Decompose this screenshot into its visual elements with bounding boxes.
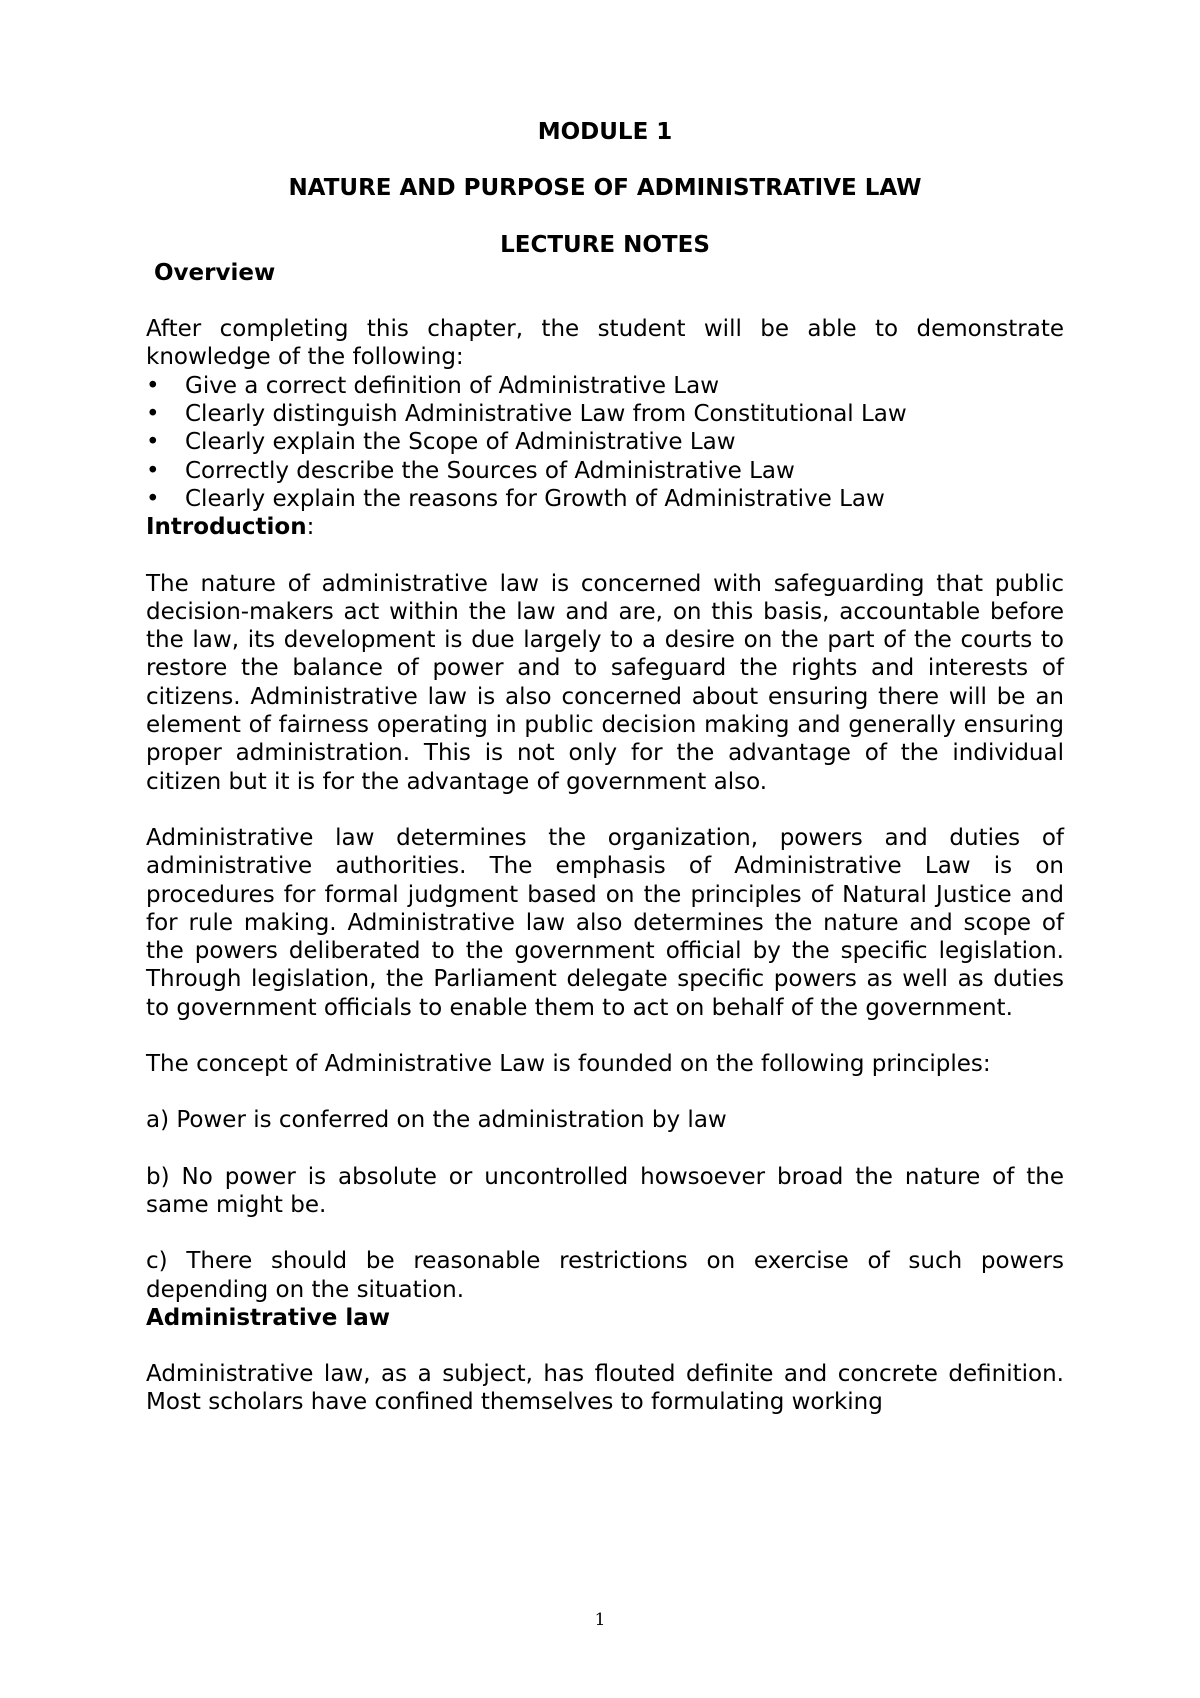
principle-a: a) Power is conferred on the administration by law xyxy=(146,1107,727,1134)
objectives-list xyxy=(146,372,1064,513)
introduction-heading xyxy=(146,513,1064,541)
objective-text: Clearly explain the Scope of Administrative Law xyxy=(185,429,736,456)
objective-text: Clearly distinguish Administrative Law from Constitutional Law xyxy=(185,401,907,428)
list-item xyxy=(146,400,1064,428)
introduction-colon: : xyxy=(306,514,315,541)
administrative-law-heading: Administrative law xyxy=(146,1304,391,1331)
list-item xyxy=(146,372,1064,400)
list-item xyxy=(146,428,1064,456)
introduction-paragraph-2: Administrative law determines the organization, powers and duties of administrative authorities. The emphasis of Administrative Law is on procedures for formal judgment based on the principles of Natural Justice and for rule making. Administrative law also determines the nature and scope of the powers deliberated to the government official by the specific legislation. Through legislation, the Parliament delegate specific powers as well as duties to government officials to enable them to act on behalf of the government. xyxy=(146,824,1064,1021)
introduction-paragraph-3: The concept of Administrative Law is founded on the following principles: xyxy=(146,1051,991,1078)
document-page xyxy=(146,118,1064,1417)
overview-heading: Overview xyxy=(154,259,276,286)
bullet-icon: • xyxy=(146,372,160,399)
page-number: 1 xyxy=(594,1610,606,1630)
bullet-icon: • xyxy=(146,485,160,512)
introduction-paragraph-1: The nature of administrative law is concerned with safeguarding that public decision-makers act within the law and are, on this basis, accountable before the law, its development is due largely to a desire on the part of the courts to restore the balance of power and to safeguard the rights and interests of citizens. Administrative law is also concerned about ensuring there will be an element of fairness operating in public decision making and generally ensuring proper administration. This is not only for the advantage of the individual citizen but it is for the advantage of government also. xyxy=(146,570,1064,795)
document-title: NATURE AND PURPOSE OF ADMINISTRATIVE LAW xyxy=(288,175,922,202)
list-item xyxy=(146,457,1064,485)
objective-text: Clearly explain the reasons for Growth of Administrative Law xyxy=(185,485,885,512)
bullet-icon: • xyxy=(146,429,160,456)
objective-text: Correctly describe the Sources of Administrative Law xyxy=(185,457,795,484)
bullet-icon: • xyxy=(146,457,160,484)
module-heading: MODULE 1 xyxy=(537,119,673,145)
list-item xyxy=(146,485,1064,513)
objective-text: Give a correct definition of Administrative Law xyxy=(185,372,720,399)
introduction-heading-text: Introduction xyxy=(146,514,307,541)
principle-c: c) There should be reasonable restrictions on exercise of such powers depending on the situation. xyxy=(146,1248,1064,1303)
administrative-law-paragraph: Administrative law, as a subject, has flouted definite and concrete definition. Most scholars have confined themselves to formulating working xyxy=(146,1361,1064,1416)
document-subtitle: LECTURE NOTES xyxy=(500,231,710,258)
principle-b: b) No power is absolute or uncontrolled howsoever broad the nature of the same might be. xyxy=(146,1163,1064,1218)
bullet-icon: • xyxy=(146,401,160,428)
overview-intro: After completing this chapter, the student will be able to demonstrate knowledge of the following: xyxy=(146,316,1064,371)
